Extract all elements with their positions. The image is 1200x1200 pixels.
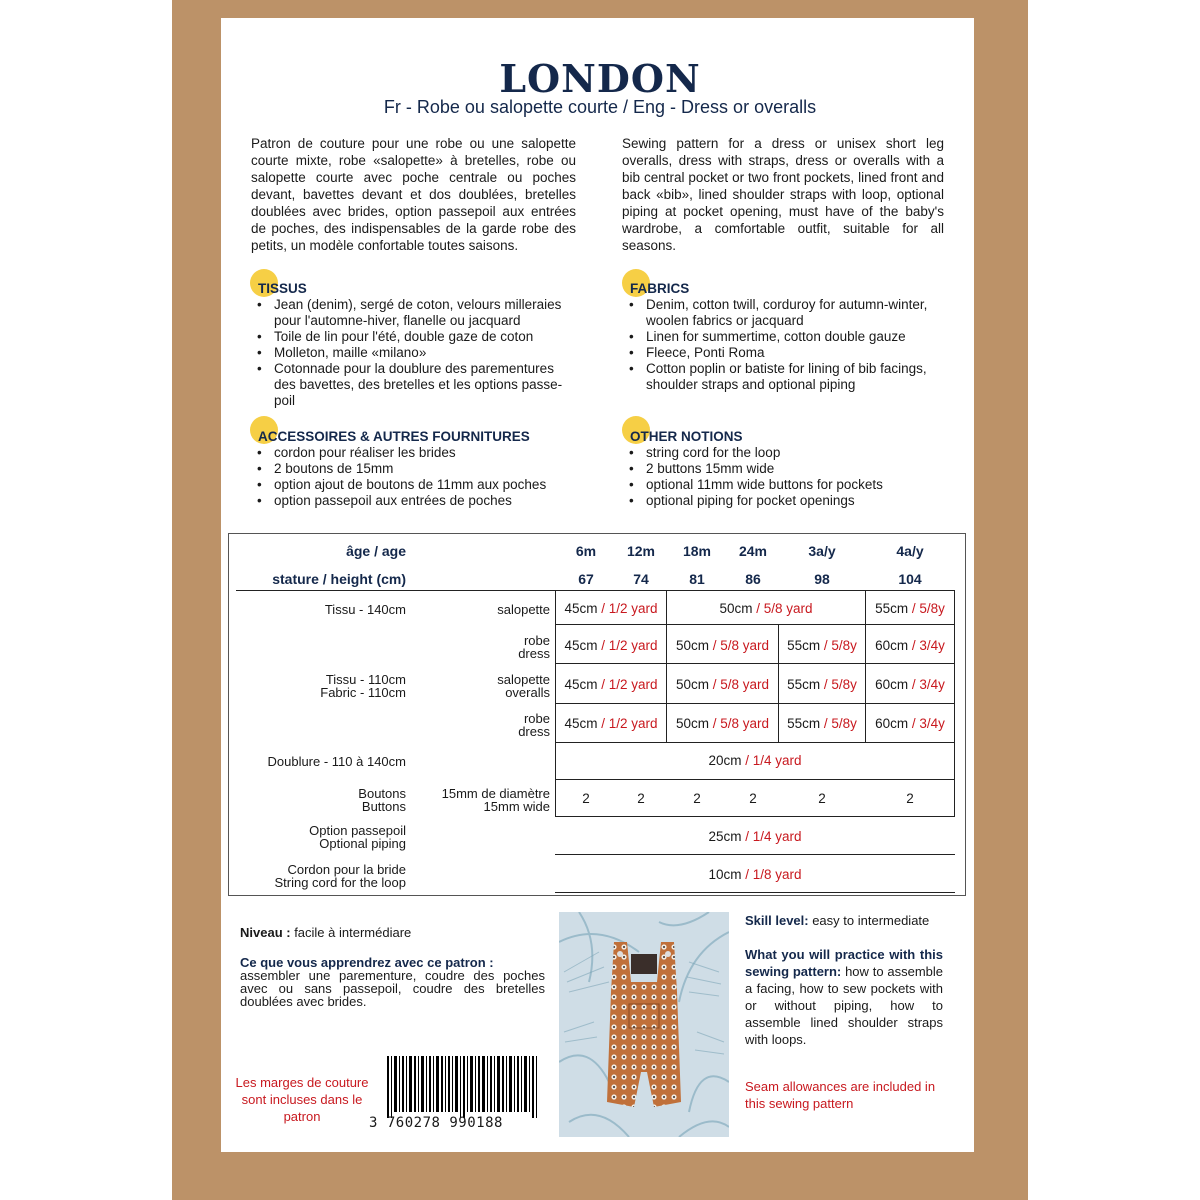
row-label-dress: dress: [518, 646, 550, 661]
height-label: stature / height (cm): [272, 571, 406, 587]
pattern-subtitle: Fr - Robe ou salopette courte / Eng - Dress or overalls: [383, 97, 817, 117]
list-item: • Cotonnade pour la doublure des parementures des bavettes, des bretelles et les options passe-poil: [252, 361, 577, 409]
table-cell: 2: [582, 791, 590, 806]
list-item: • Cotton poplin or batiste for lining of bib facings, shoulder straps and optional piping: [624, 361, 949, 393]
level-en: Skill level: easy to intermediate: [745, 913, 930, 928]
row-label-overalls: overalls: [505, 685, 550, 700]
tissus-list: [252, 297, 577, 409]
grid-line: [555, 892, 955, 893]
row-label-cordon: Cordon pour la bride: [287, 862, 406, 877]
row-label-tissu110: Tissu - 110cm: [325, 672, 406, 687]
notions-heading: OTHER NOTIONS: [630, 429, 743, 444]
table-cell: 50cm / 5/8 yard: [719, 601, 813, 616]
row-label-15mm: 15mm de diamètre: [441, 786, 550, 801]
table-cell: 55cm / 5/8y: [787, 638, 857, 653]
list-item: • Linen for summertime, cotton double gauze: [624, 329, 949, 345]
grid-line: [555, 779, 955, 780]
grid-line: [555, 742, 955, 743]
table-cell: 50cm / 5/8 yard: [675, 638, 770, 653]
row-label-piping: Optional piping: [319, 836, 406, 851]
table-cell: 2: [906, 791, 914, 806]
table-cell: 45cm / 1/2 yard: [564, 638, 658, 653]
age-label: âge / age: [346, 543, 406, 559]
grid-line: [555, 703, 955, 704]
row-label-buttons: Buttons: [361, 799, 406, 814]
age-24m: 24m: [738, 543, 768, 559]
seam-allowance-fr: Les marges de couture sont incluses dans le patron: [235, 1075, 369, 1124]
list-item: • cordon pour réaliser les brides: [252, 445, 582, 461]
list-item: • 2 boutons de 15mm: [252, 461, 582, 477]
age-4y: 4a/y: [896, 543, 924, 559]
list-item: • option ajout de boutons de 11mm aux poches: [252, 477, 582, 493]
row-label-dress2: dress: [518, 724, 550, 739]
accessoires-list: [252, 445, 582, 509]
pattern-title: LONDON: [499, 56, 701, 101]
learn-fr: Ce que vous apprendrez avec ce patron : assembler une parementure, coudre des poches avec ou sans passepoil, coudre des bretelles doublées avec brides.: [240, 955, 545, 1009]
row-label-salopette2: salopette: [497, 672, 550, 687]
list-item: • Molleton, maille «milano»: [252, 345, 577, 361]
grid-line: [954, 590, 955, 816]
table-cell: 50cm / 5/8 yard: [675, 677, 770, 692]
table-cell: 2: [637, 791, 645, 806]
table-cell: 55cm / 5/8y: [787, 716, 857, 731]
table-cell: 60cm / 3/4y: [875, 638, 945, 653]
seam-allowance-en: Seam allowances are included in this sewing pattern: [745, 1079, 936, 1111]
table-cell: 55cm / 5/8y: [875, 601, 945, 616]
list-item: • optional 11mm wide buttons for pockets: [624, 477, 954, 493]
row-label-fabric110: Fabric - 110cm: [320, 685, 406, 700]
barcode-number: 3 760278 990188: [369, 1115, 503, 1131]
height-81: 81: [689, 571, 705, 587]
age-3y: 3a/y: [808, 543, 836, 559]
list-item: • optional piping for pocket openings: [624, 493, 954, 509]
table-cell: 2: [693, 791, 701, 806]
list-item: • Jean (denim), sergé de coton, velours milleraies pour l'automne-hiver, flanelle ou jacquard: [252, 297, 577, 329]
table-cell: 60cm / 3/4y: [875, 677, 945, 692]
table-cell: 20cm / 1/4 yard: [708, 753, 802, 768]
height-86: 86: [745, 571, 761, 587]
barcode-bars-icon: [383, 1056, 545, 1118]
row-label-string: String cord for the loop: [274, 875, 406, 890]
height-74: 74: [633, 571, 649, 587]
row-label-robe: robe: [523, 633, 550, 648]
table-cell: 55cm / 5/8y: [787, 677, 857, 692]
fabrics-heading: FABRICS: [630, 281, 690, 296]
table-cell: 45cm / 1/2 yard: [564, 677, 658, 692]
level-fr: Niveau : facile à intermédiare: [240, 925, 412, 940]
row-label-tissu140: Tissu - 140cm: [324, 602, 406, 617]
height-67: 67: [578, 571, 594, 587]
table-divider: [236, 590, 955, 591]
table-cell: 10cm / 1/8 yard: [708, 867, 802, 882]
barcode: [369, 1056, 545, 1134]
age-6m: 6m: [575, 543, 597, 559]
height-104: 104: [898, 571, 922, 587]
list-item: • string cord for the loop: [624, 445, 954, 461]
table-cell: 2: [818, 791, 826, 806]
row-label-doublure: Doublure - 110 à 140cm: [267, 754, 406, 769]
table-cell: 50cm / 5/8 yard: [675, 716, 770, 731]
table-cell: 45cm / 1/2 yard: [564, 601, 658, 616]
intro-en: Sewing pattern for a dress or unisex short leg overalls, dress with straps, dress or overalls with a bib central pocket or two front pockets, lined front and back «bib», lined shoulder straps with loop, optional piping at pocket opening, must have of the baby's wardrobe, a comfortable outfit, suitable for all seasons.: [622, 136, 944, 253]
overalls-photo: [559, 912, 729, 1137]
row-label-robe2: robe: [523, 711, 550, 726]
list-item: • 2 buttons 15mm wide: [624, 461, 954, 477]
height-98: 98: [814, 571, 830, 587]
age-18m: 18m: [682, 543, 712, 559]
row-label-salopette: salopette: [497, 602, 550, 617]
list-item: • Fleece, Ponti Roma: [624, 345, 949, 361]
grid-line: [555, 816, 955, 817]
accessoires-heading: ACCESSOIRES & AUTRES FOURNITURES: [258, 429, 530, 444]
table-cell: 25cm / 1/4 yard: [708, 829, 802, 844]
grid-line: [555, 854, 955, 855]
list-item: • Denim, cotton twill, corduroy for autumn-winter, woolen fabrics or jacquard: [624, 297, 949, 329]
row-label-boutons: Boutons: [358, 786, 406, 801]
overalls-image-icon: [559, 912, 729, 1137]
row-label-15mm-wide: 15mm wide: [483, 799, 550, 814]
learn-en: What you will practice with this sewing pattern: how to assemble a facing, how to sew pockets with or without piping, how to assemble lined shoulder straps with loops.: [745, 947, 943, 1047]
list-item: • option passepoil aux entrées de poches: [252, 493, 582, 509]
list-item: • Toile de lin pour l'été, double gaze de coton: [252, 329, 577, 345]
table-cell: 60cm / 3/4y: [875, 716, 945, 731]
row-label-passepoil: Option passepoil: [309, 823, 406, 838]
notions-list: [624, 445, 954, 509]
grid-line: [555, 624, 955, 625]
table-cell: 2: [749, 791, 757, 806]
age-12m: 12m: [626, 543, 656, 559]
table-cell: 45cm / 1/2 yard: [564, 716, 658, 731]
tissus-heading: TISSUS: [258, 281, 307, 296]
grid-line: [555, 663, 955, 664]
intro-fr: Patron de couture pour une robe ou une salopette courte mixte, robe «salopette» à bretelles, robe ou salopette courte avec poche centrale ou poches devant, bavettes devant et dos doublées, bretelles doublées avec brides, option passepoil aux entrées de poches, des indispensables de la garde robe des petits, un modèle confortable toutes saisons.: [251, 136, 576, 253]
fabrics-list: [624, 297, 949, 393]
